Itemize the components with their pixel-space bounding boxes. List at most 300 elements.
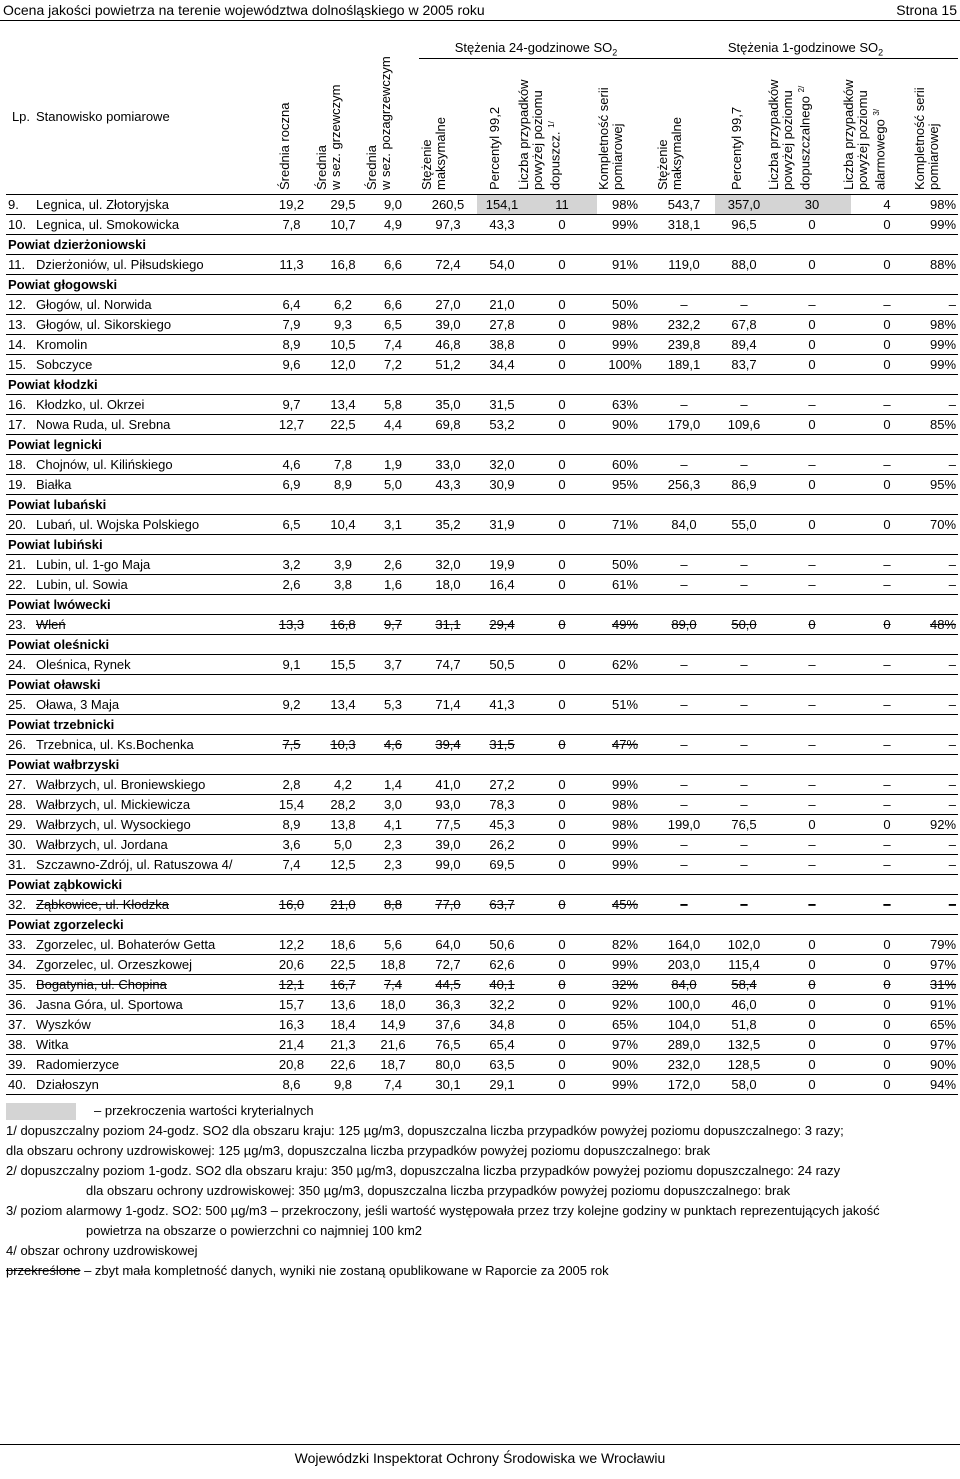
cell-value: 357,0 <box>715 194 773 214</box>
cell-value: 0 <box>773 1014 851 1034</box>
cell-value: 34,4 <box>477 354 527 374</box>
col-lp: Lp. <box>6 40 36 194</box>
cell-value: 55,0 <box>715 514 773 534</box>
cell-lp: 14. <box>6 334 36 354</box>
cell-value: 98% <box>923 194 958 214</box>
cell-value: 12,5 <box>319 854 367 874</box>
cell-value: – <box>653 694 715 714</box>
cell-value: 6,5 <box>264 514 319 534</box>
cell-value: 0 <box>773 254 851 274</box>
section-title: Powiat wałbrzyski <box>6 754 958 774</box>
cell-value: 50,6 <box>477 934 527 954</box>
cell-value: 7,4 <box>367 334 419 354</box>
note-2b: dla obszaru ochrony uzdrowiskowej: 350 µg/m3, dopuszczalna liczba przypadków powyżej poziomu dopuszczalnego: brak <box>86 1183 791 1198</box>
cell-value: 99% <box>923 354 958 374</box>
cell-value: 7,8 <box>264 214 319 234</box>
cell-value: 10,3 <box>319 734 367 754</box>
cell-value: 0 <box>527 854 597 874</box>
cell-value: 0 <box>851 1054 923 1074</box>
cell-value: 2,6 <box>367 554 419 574</box>
section-row <box>6 594 958 614</box>
cell-value: 0 <box>851 934 923 954</box>
cell-value: – <box>653 834 715 854</box>
cell-value: – <box>773 294 851 314</box>
cell-lp: 12. <box>6 294 36 314</box>
cell-value: – <box>715 554 773 574</box>
table-row <box>6 574 958 594</box>
cell-value: – <box>923 574 958 594</box>
cell-value: – <box>773 454 851 474</box>
cell-value: 0 <box>851 254 923 274</box>
col-p992: Percentyl 99,2 <box>487 106 502 190</box>
cell-value: 97% <box>923 954 958 974</box>
cell-value: – <box>653 854 715 874</box>
cell-station: Ząbkowice, ul. Kłodzka <box>36 894 264 914</box>
section-row <box>6 234 958 254</box>
cell-value: 18,4 <box>319 1014 367 1034</box>
cell-value: 6,4 <box>264 294 319 314</box>
cell-value: 13,3 <box>264 614 319 634</box>
note-1a: 1/ dopuszczalny poziom 24-godz. SO2 dla obszaru kraju: 125 µg/m3, dopuszczalna liczba przypadków powyżej poziomu dopuszczalnego: 3 razy; <box>6 1123 844 1138</box>
cell-value: 5,0 <box>367 474 419 494</box>
cell-station: Sobczyce <box>36 354 264 374</box>
cell-lp: 22. <box>6 574 36 594</box>
cell-value: – <box>773 774 851 794</box>
cell-lp: 13. <box>6 314 36 334</box>
cell-value: 44,5 <box>419 974 477 994</box>
cell-value: 5,0 <box>319 834 367 854</box>
cell-value: 88% <box>923 254 958 274</box>
section-title: Powiat legnicki <box>6 434 958 454</box>
cell-value: 65,4 <box>477 1034 527 1054</box>
cell-value: – <box>851 294 923 314</box>
cell-station: Wałbrzych, ul. Jordana <box>36 834 264 854</box>
cell-value: 91% <box>923 994 958 1014</box>
col-max24: Stężenie maksymalne <box>419 116 448 190</box>
cell-value: 11 <box>527 194 597 214</box>
cell-value: 3,6 <box>264 834 319 854</box>
cell-value: 203,0 <box>653 954 715 974</box>
cell-value: 30,1 <box>419 1074 477 1094</box>
cell-value: 119,0 <box>653 254 715 274</box>
cell-station: Nowa Ruda, ul. Srebna <box>36 414 264 434</box>
cell-value: 0 <box>851 1014 923 1034</box>
table-row <box>6 194 958 214</box>
cell-value: 29,5 <box>319 194 367 214</box>
cell-lp: 9. <box>6 194 36 214</box>
cell-value: 2,3 <box>367 854 419 874</box>
cell-value: 99% <box>597 214 653 234</box>
cell-value: – <box>653 554 715 574</box>
cell-value: 4,1 <box>367 814 419 834</box>
cell-value: 62,6 <box>477 954 527 974</box>
cell-value: 69,5 <box>477 854 527 874</box>
cell-value: 9,2 <box>264 694 319 714</box>
table-row <box>6 1054 958 1074</box>
cell-value: 32% <box>597 974 653 994</box>
cell-value: 0 <box>773 214 851 234</box>
cell-station: Głogów, ul. Sikorskiego <box>36 314 264 334</box>
table-row <box>6 514 958 534</box>
cell-station: Dzierżoniów, ul. Piłsudskiego <box>36 254 264 274</box>
cell-value: 58,4 <box>715 974 773 994</box>
cell-value: 31,9 <box>477 514 527 534</box>
table-row <box>6 654 958 674</box>
cell-value: – <box>653 294 715 314</box>
cell-value: 0 <box>527 574 597 594</box>
note-3b: powietrza na obszarze o powierzchni co najmniej 100 km2 <box>86 1223 423 1238</box>
cell-value: – <box>923 694 958 714</box>
cell-value: 79% <box>923 934 958 954</box>
cell-value: 20,8 <box>264 1054 319 1074</box>
cell-value: 33,0 <box>419 454 477 474</box>
group-1h: Stężenia 1-godzinowe $SO_2$ <box>653 40 958 59</box>
cell-value: 99% <box>597 334 653 354</box>
section-row <box>6 374 958 394</box>
cell-value: 0 <box>773 414 851 434</box>
cell-value: 16,4 <box>477 574 527 594</box>
cell-value: – <box>653 574 715 594</box>
cell-value: 99% <box>597 854 653 874</box>
section-title: Powiat lubański <box>6 494 958 514</box>
cell-value: – <box>715 394 773 414</box>
cell-value: 3,1 <box>367 514 419 534</box>
cell-value: 0 <box>527 654 597 674</box>
cell-value: 63% <box>597 394 653 414</box>
cell-value: 0 <box>851 214 923 234</box>
section-row <box>6 754 958 774</box>
section-title: Powiat ząbkowicki <box>6 874 958 894</box>
cell-value: 0 <box>773 814 851 834</box>
cell-value: 12,7 <box>264 414 319 434</box>
cell-value: 16,8 <box>319 614 367 634</box>
cell-value: 99% <box>923 214 958 234</box>
section-row <box>6 674 958 694</box>
cell-lp: 37. <box>6 1014 36 1034</box>
cell-value: 32,2 <box>477 994 527 1014</box>
cell-value: 19,9 <box>477 554 527 574</box>
cell-station: Lubin, ul. Sowia <box>36 574 264 594</box>
cell-station: Witka <box>36 1034 264 1054</box>
cell-value: 0 <box>527 814 597 834</box>
cell-value: 70% <box>923 514 958 534</box>
cell-value: 260,5 <box>419 194 477 214</box>
cell-value: 0 <box>527 214 597 234</box>
cell-value: 14,9 <box>367 1014 419 1034</box>
cell-value: 83,7 <box>715 354 773 374</box>
cell-value: 50,0 <box>715 614 773 634</box>
cell-value: 0 <box>527 974 597 994</box>
cell-value: – <box>653 654 715 674</box>
cell-value: 0 <box>527 334 597 354</box>
cell-value: 90% <box>597 414 653 434</box>
table-row <box>6 1074 958 1094</box>
cell-value: 99% <box>597 954 653 974</box>
cell-value: 7,4 <box>264 854 319 874</box>
table-row <box>6 994 958 1014</box>
cell-station: Wałbrzych, ul. Broniewskiego <box>36 774 264 794</box>
cell-station: Białka <box>36 474 264 494</box>
table-row <box>6 354 958 374</box>
section-row <box>6 714 958 734</box>
table-row <box>6 794 958 814</box>
cell-lp: 18. <box>6 454 36 474</box>
cell-value: 74,7 <box>419 654 477 674</box>
cell-value: 0 <box>851 314 923 334</box>
cell-value: 0 <box>527 1034 597 1054</box>
cell-station: Zgorzelec, ul. Bohaterów Getta <box>36 934 264 954</box>
cell-value: 4,6 <box>264 454 319 474</box>
section-title: Powiat kłodzki <box>6 374 958 394</box>
cell-lp: 11. <box>6 254 36 274</box>
cell-value: 239,8 <box>653 334 715 354</box>
cell-value: – <box>851 774 923 794</box>
cell-value: 9,1 <box>264 654 319 674</box>
cell-value: 9,8 <box>319 1074 367 1094</box>
cell-station: Lubań, ul. Wojska Polskiego <box>36 514 264 534</box>
cell-value: 0 <box>527 794 597 814</box>
cell-value: 41,3 <box>477 694 527 714</box>
table-row <box>6 734 958 754</box>
cell-value: 21,4 <box>264 1034 319 1054</box>
cell-value: 0 <box>851 1034 923 1054</box>
col-max1: Stężenie maksymalne <box>655 116 684 190</box>
cell-value: 35,2 <box>419 514 477 534</box>
cell-lp: 31. <box>6 854 36 874</box>
cell-value: 0 <box>527 934 597 954</box>
section-title: Powiat oleśnicki <box>6 634 958 654</box>
cell-value: 71,4 <box>419 694 477 714</box>
cell-value: 13,4 <box>319 394 367 414</box>
cell-value: 0 <box>527 454 597 474</box>
cell-value: 172,0 <box>653 1074 715 1094</box>
cell-value: 27,2 <box>477 774 527 794</box>
cell-station: Wyszków <box>36 1014 264 1034</box>
cell-value: – <box>851 834 923 854</box>
cell-value: 0 <box>527 254 597 274</box>
cell-value: 0 <box>773 954 851 974</box>
cell-value: – <box>773 394 851 414</box>
cell-value: 50% <box>597 294 653 314</box>
cell-value: 0 <box>851 994 923 1014</box>
cell-value: 31% <box>923 974 958 994</box>
cell-value: 7,4 <box>367 1074 419 1094</box>
table-row <box>6 834 958 854</box>
cell-value: 15,5 <box>319 654 367 674</box>
cell-value: 3,0 <box>367 794 419 814</box>
cell-value: 104,0 <box>653 1014 715 1034</box>
cell-station: Legnica, ul. Złotoryjska <box>36 194 264 214</box>
cell-lp: 32. <box>6 894 36 914</box>
cell-value: 4,6 <box>367 734 419 754</box>
section-row <box>6 274 958 294</box>
cell-value: – <box>923 834 958 854</box>
cell-value: 22,5 <box>319 954 367 974</box>
cell-value: – <box>923 654 958 674</box>
cell-value: 0 <box>527 294 597 314</box>
note-4: 4/ obszar ochrony uzdrowiskowej <box>6 1243 198 1258</box>
cell-lp: 10. <box>6 214 36 234</box>
cell-value: 95% <box>597 474 653 494</box>
cell-value: 0 <box>851 954 923 974</box>
cell-value: 7,2 <box>367 354 419 374</box>
cell-lp: 25. <box>6 694 36 714</box>
table-row <box>6 974 958 994</box>
cell-value: 199,0 <box>653 814 715 834</box>
cell-value: 0 <box>851 814 923 834</box>
cell-station: Lubin, ul. 1-go Maja <box>36 554 264 574</box>
section-row <box>6 494 958 514</box>
cell-value: 189,1 <box>653 354 715 374</box>
cell-lp: 35. <box>6 974 36 994</box>
cell-value: 10,7 <box>319 214 367 234</box>
section-row <box>6 634 958 654</box>
section-row <box>6 534 958 554</box>
table-row <box>6 954 958 974</box>
cell-value: 98% <box>597 194 653 214</box>
cell-value: 77,0 <box>419 894 477 914</box>
cell-value: 60% <box>597 454 653 474</box>
section-title: Powiat lubiński <box>6 534 958 554</box>
section-title: Powiat zgorzelecki <box>6 914 958 934</box>
cell-value: – <box>923 894 958 914</box>
cell-value: – <box>851 794 923 814</box>
cell-value: 48% <box>923 614 958 634</box>
cell-station: Radomierzyce <box>36 1054 264 1074</box>
table-row <box>6 554 958 574</box>
cell-value: – <box>923 794 958 814</box>
cell-value: – <box>715 294 773 314</box>
cell-value: 40,1 <box>477 974 527 994</box>
cell-value: 82% <box>597 934 653 954</box>
cell-value: 13,4 <box>319 694 367 714</box>
cell-value: 4 <box>851 194 923 214</box>
cell-value: 2,3 <box>367 834 419 854</box>
table-row <box>6 694 958 714</box>
strike-desc: – zbyt mała kompletność danych, wyniki nie zostaną opublikowane w Raporcie za 2005 rok <box>84 1263 609 1278</box>
cell-value: 0 <box>527 314 597 334</box>
cell-value: 50% <box>597 554 653 574</box>
strike-example: przekreślone <box>6 1263 81 1278</box>
note-3a: 3/ poziom alarmowy 1-godz. SO2: 500 µg/m3 – przekroczony, jeśli wartość występowała przez trzy kolejne godziny w punktach reprezentujących jakość <box>6 1203 880 1218</box>
cell-value: 99% <box>923 334 958 354</box>
table-row <box>6 614 958 634</box>
cell-value: 18,0 <box>367 994 419 1014</box>
cell-station: Wałbrzych, ul. Mickiewicza <box>36 794 264 814</box>
section-row <box>6 434 958 454</box>
cell-lp: 21. <box>6 554 36 574</box>
cell-value: 65% <box>923 1014 958 1034</box>
cell-value: – <box>923 774 958 794</box>
cell-value: 6,6 <box>367 254 419 274</box>
cell-value: 29,4 <box>477 614 527 634</box>
cell-value: 84,0 <box>653 514 715 534</box>
cell-value: 6,9 <box>264 474 319 494</box>
table-row <box>6 394 958 414</box>
cell-station: Szczawno-Zdrój, ul. Ratuszowa 4/ <box>36 854 264 874</box>
cell-value: 232,0 <box>653 1054 715 1074</box>
section-title: Powiat lwówecki <box>6 594 958 614</box>
table-row <box>6 894 958 914</box>
cell-value: 15,4 <box>264 794 319 814</box>
cell-value: 30,9 <box>477 474 527 494</box>
cell-value: 89,4 <box>715 334 773 354</box>
cell-value: 2,6 <box>264 574 319 594</box>
cell-value: 5,3 <box>367 694 419 714</box>
cell-value: – <box>653 734 715 754</box>
cell-value: 1,6 <box>367 574 419 594</box>
cell-value: 32,0 <box>477 454 527 474</box>
cell-station: Wleń <box>36 614 264 634</box>
cell-value: – <box>715 654 773 674</box>
cell-value: 0 <box>773 314 851 334</box>
cell-value: – <box>773 794 851 814</box>
document-title: Ocena jakości powietrza na terenie województwa dolnośląskiego w 2005 roku <box>3 2 485 18</box>
cell-value: 32,0 <box>419 554 477 574</box>
cell-value: 41,0 <box>419 774 477 794</box>
legend-text: – przekroczenia wartości kryterialnych <box>94 1103 314 1118</box>
cell-value: 39,0 <box>419 834 477 854</box>
table-row <box>6 454 958 474</box>
cell-value: 94% <box>923 1074 958 1094</box>
cell-value: 98% <box>923 314 958 334</box>
cell-value: 45,3 <box>477 814 527 834</box>
cell-value: 97% <box>923 1034 958 1054</box>
cell-value: – <box>851 694 923 714</box>
cell-value: 8,8 <box>367 894 419 914</box>
cell-value: 99% <box>597 1074 653 1094</box>
cell-value: – <box>715 854 773 874</box>
cell-value: 96,5 <box>715 214 773 234</box>
cell-lp: 36. <box>6 994 36 1014</box>
cell-value: 16,3 <box>264 1014 319 1034</box>
cell-value: 76,5 <box>715 814 773 834</box>
cell-value: 164,0 <box>653 934 715 954</box>
cell-lp: 28. <box>6 794 36 814</box>
cell-value: 27,8 <box>477 314 527 334</box>
cell-value: 43,3 <box>477 214 527 234</box>
col-alarm: Liczba przypadków powyżej poziomu alarmowego $^{3/}$ <box>840 79 887 190</box>
cell-value: 10,4 <box>319 514 367 534</box>
table-row <box>6 334 958 354</box>
section-row <box>6 914 958 934</box>
cell-value: 9,3 <box>319 314 367 334</box>
cell-value: 0 <box>527 354 597 374</box>
cell-value: 0 <box>851 414 923 434</box>
cell-value: 318,1 <box>653 214 715 234</box>
cell-value: 0 <box>851 354 923 374</box>
cell-value: 98% <box>597 314 653 334</box>
cell-value: 8,9 <box>319 474 367 494</box>
cell-value: 21,6 <box>367 1034 419 1054</box>
cell-value: 93,0 <box>419 794 477 814</box>
cell-value: 100% <box>597 354 653 374</box>
cell-value: 2,8 <box>264 774 319 794</box>
cell-value: – <box>923 294 958 314</box>
cell-station: Wałbrzych, ul. Wysockiego <box>36 814 264 834</box>
cell-value: 0 <box>527 734 597 754</box>
cell-value: 69,8 <box>419 414 477 434</box>
cell-value: 62% <box>597 654 653 674</box>
table-row <box>6 814 958 834</box>
cell-value: 49% <box>597 614 653 634</box>
cell-value: 97,3 <box>419 214 477 234</box>
table-row <box>6 1014 958 1034</box>
cell-value: 0 <box>527 694 597 714</box>
cell-value: 7,5 <box>264 734 319 754</box>
footer: Wojewódzki Inspektorat Ochrony Środowiska we Wrocławiu <box>294 1450 666 1466</box>
cell-value: 95% <box>923 474 958 494</box>
